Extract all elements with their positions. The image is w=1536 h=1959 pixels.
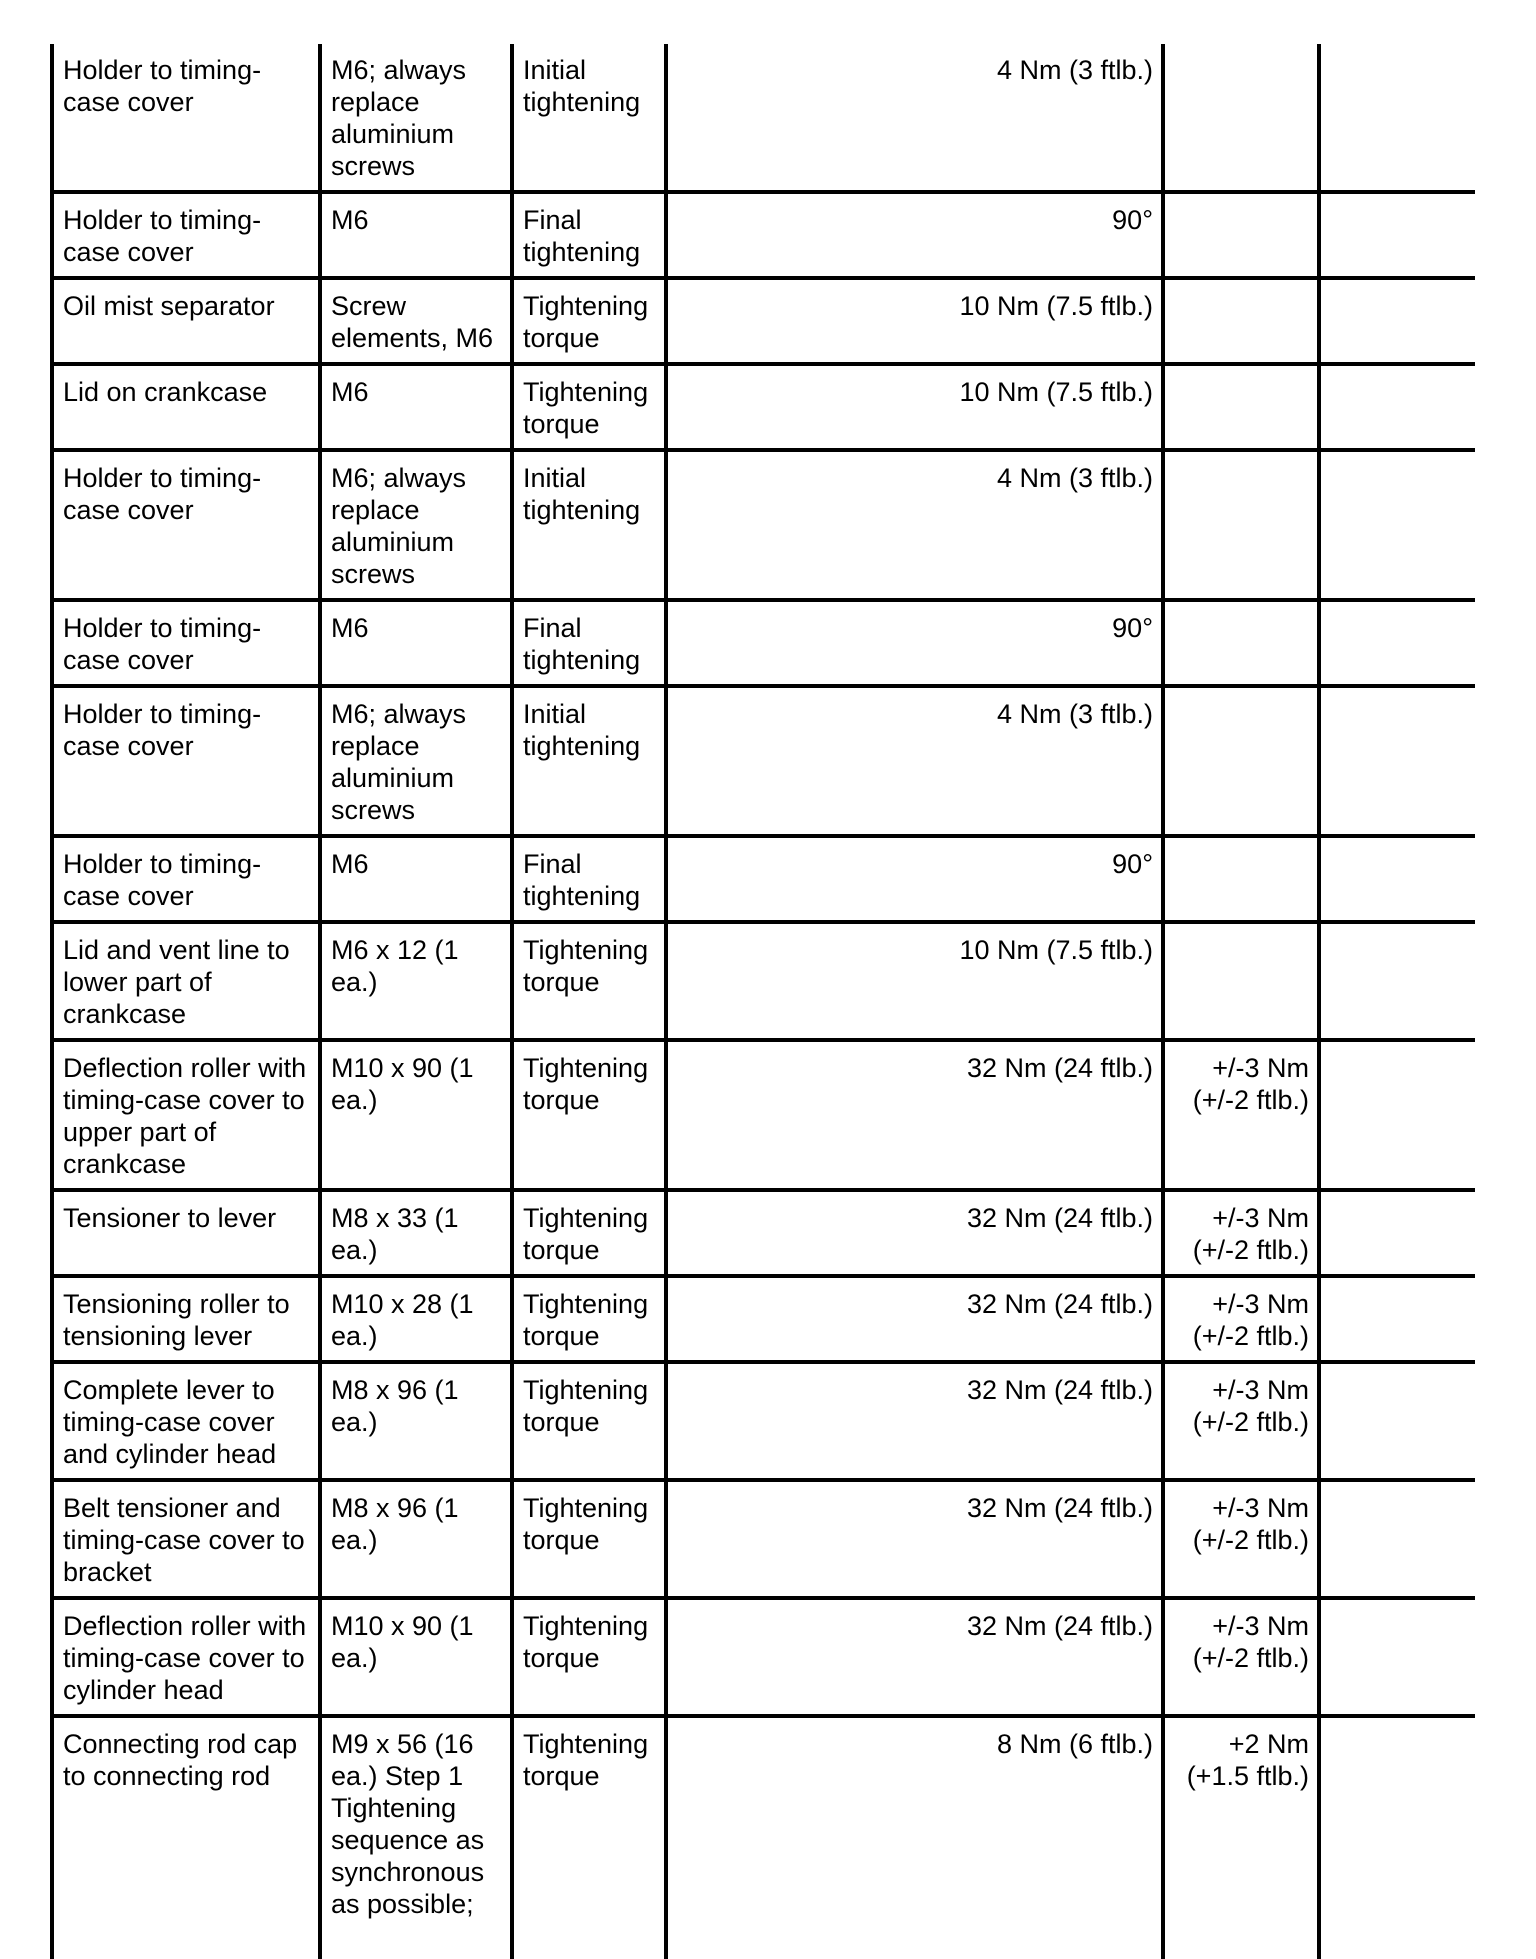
tolerance-cell: +/-3 Nm (+/-2 ftlb.) (1163, 1362, 1319, 1480)
tolerance-cell: +/-3 Nm (+/-2 ftlb.) (1163, 1190, 1319, 1276)
tightening-stage-cell: Tightening torque (512, 1190, 666, 1276)
note-cell (1319, 1362, 1475, 1480)
component-cell: Deflection roller with timing-case cover to cylinder head (52, 1598, 320, 1716)
tolerance-cell (1163, 836, 1319, 922)
note-cell (1319, 364, 1475, 450)
tolerance-cell: +2 Nm (+1.5 ftlb.) (1163, 1716, 1319, 1959)
component-cell: Connecting rod cap to connecting rod (52, 1716, 320, 1959)
torque-spec-table (50, 44, 1475, 1959)
fastener-spec-cell: M10 x 90 (1 ea.) (320, 1598, 512, 1716)
table-row (52, 1190, 1475, 1276)
tolerance-cell: +/-3 Nm (+/-2 ftlb.) (1163, 1480, 1319, 1598)
component-cell: Holder to timing-case cover (52, 600, 320, 686)
torque-value-cell: 32 Nm (24 ftlb.) (666, 1190, 1163, 1276)
table-row (52, 1598, 1475, 1716)
tightening-stage-cell: Tightening torque (512, 1480, 666, 1598)
torque-value-cell: 32 Nm (24 ftlb.) (666, 1040, 1163, 1190)
tightening-stage-cell: Tightening torque (512, 1716, 666, 1959)
fastener-spec-cell: M6 (320, 192, 512, 278)
torque-value-cell: 90° (666, 192, 1163, 278)
component-cell: Oil mist separator (52, 278, 320, 364)
component-cell: Deflection roller with timing-case cover to upper part of crankcase (52, 1040, 320, 1190)
table-row (52, 1716, 1475, 1959)
tightening-stage-cell: Initial tightening (512, 450, 666, 600)
tolerance-cell (1163, 450, 1319, 600)
note-cell (1319, 1480, 1475, 1598)
table-body (52, 44, 1475, 1959)
note-cell (1319, 1598, 1475, 1716)
fastener-spec-cell: M6 (320, 600, 512, 686)
torque-value-cell: 32 Nm (24 ftlb.) (666, 1480, 1163, 1598)
table-row (52, 600, 1475, 686)
tolerance-cell: +/-3 Nm (+/-2 ftlb.) (1163, 1040, 1319, 1190)
tightening-stage-cell: Tightening torque (512, 364, 666, 450)
fastener-spec-cell: M6; always replace aluminium screws (320, 44, 512, 192)
torque-value-cell: 10 Nm (7.5 ftlb.) (666, 922, 1163, 1040)
fastener-spec-cell: M10 x 90 (1 ea.) (320, 1040, 512, 1190)
table-row (52, 1040, 1475, 1190)
component-cell: Complete lever to timing-case cover and cylinder head (52, 1362, 320, 1480)
component-cell: Tensioning roller to tensioning lever (52, 1276, 320, 1362)
component-cell: Lid on crankcase (52, 364, 320, 450)
component-cell: Lid and vent line to lower part of crankcase (52, 922, 320, 1040)
fastener-spec-cell: M6; always replace aluminium screws (320, 686, 512, 836)
component-cell: Holder to timing-case cover (52, 44, 320, 192)
note-cell (1319, 278, 1475, 364)
tightening-stage-cell: Final tightening (512, 192, 666, 278)
torque-value-cell: 10 Nm (7.5 ftlb.) (666, 278, 1163, 364)
component-cell: Holder to timing-case cover (52, 192, 320, 278)
torque-spec-page (50, 44, 1475, 1959)
fastener-spec-cell: M8 x 33 (1 ea.) (320, 1190, 512, 1276)
note-cell (1319, 192, 1475, 278)
torque-value-cell: 4 Nm (3 ftlb.) (666, 686, 1163, 836)
table-row (52, 44, 1475, 192)
table-row (52, 836, 1475, 922)
tightening-stage-cell: Initial tightening (512, 686, 666, 836)
tolerance-cell: +/-3 Nm (+/-2 ftlb.) (1163, 1276, 1319, 1362)
fastener-spec-cell: M8 x 96 (1 ea.) (320, 1362, 512, 1480)
fastener-spec-cell: M9 x 56 (16 ea.) Step 1 Tightening sequence as synchronous as possible; (320, 1716, 512, 1959)
tightening-stage-cell: Tightening torque (512, 922, 666, 1040)
torque-value-cell: 10 Nm (7.5 ftlb.) (666, 364, 1163, 450)
note-cell (1319, 686, 1475, 836)
tightening-stage-cell: Tightening torque (512, 1362, 666, 1480)
tightening-stage-cell: Tightening torque (512, 278, 666, 364)
fastener-spec-cell: M6 x 12 (1 ea.) (320, 922, 512, 1040)
fastener-spec-cell: M10 x 28 (1 ea.) (320, 1276, 512, 1362)
note-cell (1319, 1276, 1475, 1362)
tolerance-cell (1163, 192, 1319, 278)
table-row (52, 922, 1475, 1040)
table-row (52, 686, 1475, 836)
tightening-stage-cell: Tightening torque (512, 1276, 666, 1362)
tolerance-cell (1163, 278, 1319, 364)
tightening-stage-cell: Final tightening (512, 836, 666, 922)
table-row (52, 1480, 1475, 1598)
component-cell: Belt tensioner and timing-case cover to bracket (52, 1480, 320, 1598)
tolerance-cell (1163, 364, 1319, 450)
tightening-stage-cell: Tightening torque (512, 1040, 666, 1190)
component-cell: Tensioner to lever (52, 1190, 320, 1276)
table-row (52, 1362, 1475, 1480)
torque-value-cell: 32 Nm (24 ftlb.) (666, 1598, 1163, 1716)
component-cell: Holder to timing-case cover (52, 450, 320, 600)
fastener-spec-cell: Screw elements, M6 (320, 278, 512, 364)
note-cell (1319, 1716, 1475, 1959)
tolerance-cell: +/-3 Nm (+/-2 ftlb.) (1163, 1598, 1319, 1716)
table-row (52, 192, 1475, 278)
tightening-stage-cell: Final tightening (512, 600, 666, 686)
note-cell (1319, 44, 1475, 192)
table-row (52, 450, 1475, 600)
torque-value-cell: 32 Nm (24 ftlb.) (666, 1362, 1163, 1480)
note-cell (1319, 450, 1475, 600)
torque-value-cell: 90° (666, 600, 1163, 686)
note-cell (1319, 1190, 1475, 1276)
torque-value-cell: 8 Nm (6 ftlb.) (666, 1716, 1163, 1959)
torque-value-cell: 4 Nm (3 ftlb.) (666, 44, 1163, 192)
tolerance-cell (1163, 44, 1319, 192)
fastener-spec-cell: M8 x 96 (1 ea.) (320, 1480, 512, 1598)
component-cell: Holder to timing-case cover (52, 686, 320, 836)
tolerance-cell (1163, 686, 1319, 836)
table-row (52, 278, 1475, 364)
tightening-stage-cell: Tightening torque (512, 1598, 666, 1716)
tolerance-cell (1163, 600, 1319, 686)
component-cell: Holder to timing-case cover (52, 836, 320, 922)
torque-value-cell: 4 Nm (3 ftlb.) (666, 450, 1163, 600)
fastener-spec-cell: M6; always replace aluminium screws (320, 450, 512, 600)
note-cell (1319, 836, 1475, 922)
tightening-stage-cell: Initial tightening (512, 44, 666, 192)
torque-value-cell: 90° (666, 836, 1163, 922)
table-row (52, 1276, 1475, 1362)
table-row (52, 364, 1475, 450)
torque-value-cell: 32 Nm (24 ftlb.) (666, 1276, 1163, 1362)
fastener-spec-cell: M6 (320, 836, 512, 922)
fastener-spec-cell: M6 (320, 364, 512, 450)
note-cell (1319, 600, 1475, 686)
note-cell (1319, 1040, 1475, 1190)
note-cell (1319, 922, 1475, 1040)
tolerance-cell (1163, 922, 1319, 1040)
